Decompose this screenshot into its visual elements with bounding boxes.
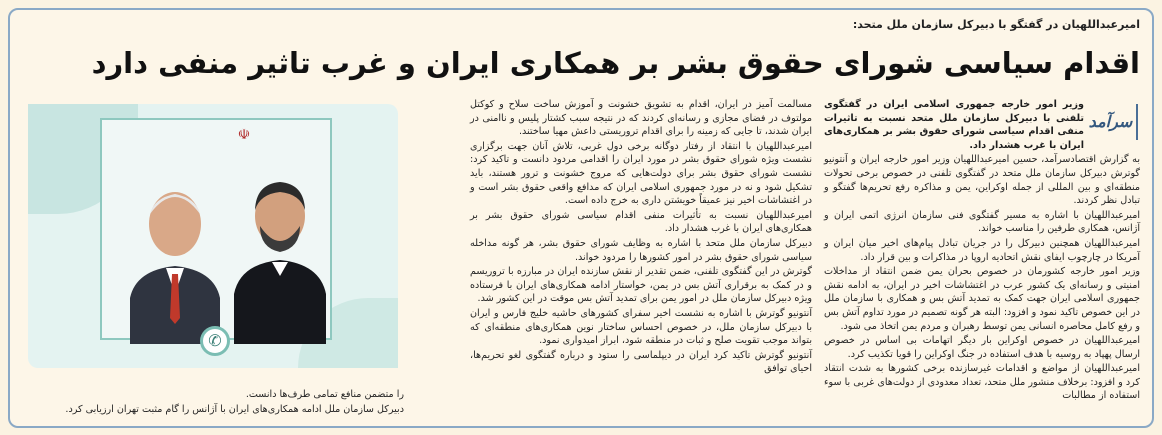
paragraph: امیرعبداللهیان از مواضع و اقدامات غیرسازنده برخی کشورها به شدت انتقاد کرد و افزود: برخلاف منشور ملل متحد، تعداد معدودی از دولت‌های غربی با سوء استفاده از مطالبات	[824, 363, 1140, 402]
paragraph: امیرعبداللهیان نسبت به تأثیرات منفی اقدام سیاسی شورای حقوق بشر بر همکاری‌های ایران با غرب هشدار داد.	[470, 209, 812, 235]
paragraph: آنتونیو گوترش تاکید کرد ایران در دیپلماسی را ستود و درباره گفتگوی لغو تحریم‌ها، احیای توافق	[470, 349, 812, 375]
paragraph: امیرعبداللهیان در خصوص اوکراین بار دیگر اتهامات بی اساس در خصوص ارسال پهپاد به روسیه با هدف استفاده در جنگ اوکراین را قویا تکذیب کرد.	[824, 335, 1140, 360]
article-headline: اقدام سیاسی شورای حقوق بشر بر همکاری ایران و غرب تاثیر منفی دارد	[91, 46, 1140, 80]
phone-icon: ✆	[200, 326, 230, 356]
paragraph: آنتونیو گوترش با اشاره به نشست اخیر سفرای کشورهای حاشیه خلیج فارس و ایران با دبیرکل سازمان ملل، در خصوص احساس ساختار نوین همکاری‌های منطقه‌ای که بتواند موجب تقویت صلح و ثبات در منطقه شود، ابراز امیدواری نمود.	[470, 307, 812, 347]
article-intro: وزیر امور خارجه جمهوری اسلامی ایران در گفتگوی تلفنی با دبیرکل سازمان ملل متحد نسبت به تاثیرات منفی اقدام سیاسی شورای حقوق بشر بر همکاری‌های ایران با غرب هشدار داد.	[824, 99, 1084, 151]
paragraph: دبیرکل سازمان ملل ادامه همکاری‌های ایران با آژانس را گام مثبت تهران ارزیابی کرد.	[65, 403, 404, 415]
paragraph: گوترش در این گفتگوی تلفنی، ضمن تقدیر از نقش سازنده ایران در مبارزه با تروریسم و در کمک به برقراری آتش بس در یمن، خواستار ادامه همکاری‌های ایران با فرستاده ویژه دبیرکل سازمان ملل در امور یمن برای تمدید آتش بس موقت در این کشور شد.	[470, 266, 812, 305]
paragraph: مسالمت آمیز در ایران، اقدام به تشویق خشونت و آموزش ساخت سلاح و کوکتل مولتوف در فضای مجازی و رسانه‌ای کردند که در نتیجه سبب کشتار پلیس و ناامنی در ایران شدند، تا جایی که زمینه را برای اقدام تروریستی داعش مهیا ساختند.	[470, 99, 812, 138]
photo-frame	[100, 118, 332, 340]
article-column-1	[824, 98, 1140, 426]
paragraph: امیرعبداللهیان با انتقاد از رفتار دوگانه برخی دول غربی، تلاش آنان جهت برگزاری نشست ویژه شورای حقوق بشر در مورد ایران را اقدامی مردود دانست و تاکید کرد: نشست شورای حقوق بشر برای دولت‌هایی که مروج خشونت و ترور هستند، باید تشکیل شود و نه در مورد جمهوری اسلامی ایران که مدافع واقعی حقوق بشر است و در اغتشاشات اخیر نیز عمیقاً خویشتن داری به خرج داده است.	[470, 140, 812, 207]
paragraph: به گزارش اقتصادسرآمد، حسین امیرعبداللهیان وزیر امور خارجه ایران و آنتونیو گوترش دبیرکل سازمان ملل متحد در گفتگوی تلفنی در خصوص برخی تحولات منطقه‌ای و بین المللی از جمله اوکراین، یمن و مذاکره رفع تحریم‌ها گفتگو و تبادل نظر کردند.	[824, 154, 1140, 207]
publication-logo: سرآمد	[1088, 104, 1138, 140]
article-kicker: امیرعبداللهیان در گفتگو با دبیرکل سازمان ملل متحد:	[852, 18, 1140, 31]
paragraph: امیرعبداللهیان با اشاره به مسیر گفتگوی فنی سازمان انرژی اتمی ایران و آژانس، همکاری طرفین را مناسب خواند.	[824, 209, 1140, 235]
paragraph: امیرعبداللهیان همچنین دبیرکل را در جریان تبادل پیام‌های اخیر میان ایران و آمریکا در چارچوب ایفای نقش اتحادیه اروپا در مذاکرات و بین قرار داد.	[824, 237, 1140, 263]
article-column-2	[470, 98, 812, 426]
paragraph: وزیر امور خارجه کشورمان در خصوص بحران یمن ضمن انتقاد از مداخلات امنیتی و رسانه‌ای یک کشور عرب در اغتشاشات اخیر در ایران، به ادامه نقش جمهوری اسلامی ایران جهت کمک به تمدید آتش بس و همکاری با سازمان ملل در این خصوص تاکید نمود و افزود: البته هر گونه تصمیم در مورد تداوم آتش بس و رفع کامل محاصره انسانی یمن توسط رهبران و مردم یمن اتخاذ می شود.	[824, 266, 1140, 332]
paragraph: را متضمن منافع تمامی طرف‌ها دانست.	[245, 389, 404, 400]
article-photo	[28, 104, 398, 368]
iran-emblem-icon: ☫	[237, 127, 251, 143]
article-column-3	[20, 388, 404, 426]
amirabdollahian-portrait	[230, 170, 330, 344]
paragraph: دبیرکل سازمان ملل متحد با اشاره به وظایف شورای حقوق بشر، هر گونه مداخله سیاسی شورای حقوق بشر در امور کشورها را مردود خواند.	[470, 237, 812, 263]
guterres-portrait	[126, 178, 224, 344]
article-page	[8, 8, 1154, 428]
